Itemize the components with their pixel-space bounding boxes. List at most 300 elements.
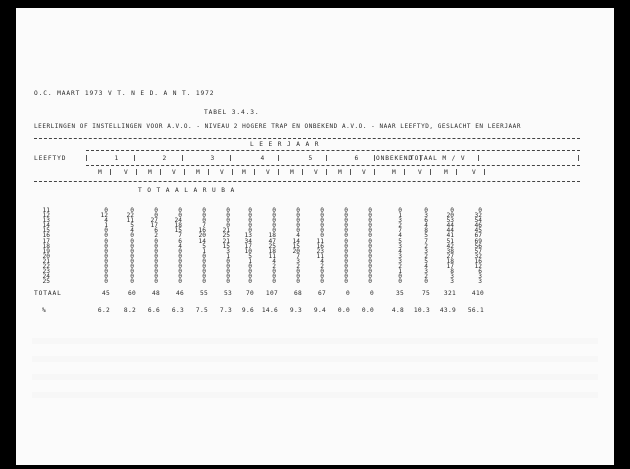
sex-header: M	[196, 169, 201, 176]
data-cell: 2	[154, 232, 158, 240]
percent-cell: 14.6	[261, 307, 278, 314]
data-cell: 0	[202, 257, 206, 265]
data-cell: 6	[478, 268, 482, 276]
data-cell: 0	[344, 212, 348, 220]
total-cell: 35	[395, 290, 404, 297]
data-column	[168, 208, 182, 284]
data-cell: 0	[154, 273, 158, 281]
year-header-6: 6	[354, 155, 360, 162]
data-cell: 44	[446, 222, 454, 230]
data-cell: 0	[130, 247, 134, 255]
data-cell: 0	[130, 263, 134, 271]
data-cell: 8	[450, 268, 454, 276]
data-cell: 0	[104, 268, 108, 276]
data-cell: 18	[268, 232, 276, 240]
data-cell: 21	[222, 227, 230, 235]
data-cell: 0	[154, 212, 158, 220]
total-cell: 70	[245, 290, 254, 297]
year-header-3: 3	[210, 155, 216, 162]
data-cell: 4	[424, 263, 428, 271]
data-cell: 0	[154, 257, 158, 265]
data-column	[414, 208, 428, 284]
sex-header: V	[314, 169, 319, 176]
percent-cell: 9.3	[289, 307, 302, 314]
data-cell: 17	[244, 242, 252, 250]
sex-separator	[404, 169, 405, 175]
percent-cell: 9.4	[313, 307, 326, 314]
sex-separator	[326, 169, 327, 175]
data-cell: 11	[268, 252, 276, 260]
total-cell: 46	[175, 290, 184, 297]
data-cell: 4	[130, 227, 134, 235]
data-cell: 0	[248, 278, 252, 286]
age-cell: 24	[42, 273, 50, 281]
data-cell: 44	[446, 227, 454, 235]
data-cell: 54	[474, 217, 482, 225]
data-cell: 3	[226, 247, 230, 255]
data-cell: 0	[154, 268, 158, 276]
year-header-7: ONBEKEND	[376, 155, 414, 162]
data-cell: 18	[446, 257, 454, 265]
data-cell: 0	[104, 257, 108, 265]
data-cell: 0	[130, 242, 134, 250]
data-cell: 0	[226, 222, 230, 230]
total-cell: 48	[151, 290, 160, 297]
data-cell: 0	[226, 217, 230, 225]
data-cell: 0	[130, 232, 134, 240]
total-cell: 0	[369, 290, 374, 297]
data-cell: 0	[226, 207, 230, 214]
sex-separator	[232, 169, 233, 175]
percent-cell: 7.3	[219, 307, 232, 314]
data-cell: 0	[130, 257, 134, 265]
data-cell: 0	[344, 232, 348, 240]
percent-cell: 6.2	[97, 307, 110, 314]
age-cell: 13	[42, 217, 50, 225]
data-cell: 20	[446, 212, 454, 220]
data-cell: 0	[248, 207, 252, 214]
data-cell: 3	[398, 242, 402, 250]
data-cell: 0	[202, 278, 206, 286]
year-separator	[420, 155, 421, 161]
data-cell: 0	[248, 212, 252, 220]
data-cell: 3	[398, 217, 402, 225]
data-cell: 0	[178, 263, 182, 271]
data-column	[192, 208, 206, 284]
year-separator	[230, 155, 231, 161]
data-cell: 4	[398, 232, 402, 240]
data-cell: 1	[202, 247, 206, 255]
data-cell: 12	[100, 212, 108, 220]
data-cell: 0	[178, 247, 182, 255]
data-cell: 0	[320, 217, 324, 225]
data-cell: 38	[446, 247, 454, 255]
data-cell: 0	[202, 212, 206, 220]
age-cell: 22	[42, 263, 50, 271]
rule-top	[34, 138, 580, 139]
data-cell: 0	[178, 268, 182, 276]
data-cell: 32	[474, 252, 482, 260]
data-cell: 0	[202, 217, 206, 225]
data-cell: 0	[104, 232, 108, 240]
data-cell: 41	[446, 232, 454, 240]
data-cell: 0	[154, 252, 158, 260]
data-cell: 13	[244, 232, 252, 240]
age-cell: 12	[42, 212, 50, 220]
age-cell: 17	[42, 237, 50, 245]
age-cell: 21	[42, 257, 50, 265]
data-cell: 4	[296, 232, 300, 240]
total-cell: 410	[471, 290, 484, 297]
data-cell: 3	[424, 212, 428, 220]
data-cell: 20	[292, 247, 300, 255]
data-cell: 5	[424, 257, 428, 265]
data-cell: 0	[154, 242, 158, 250]
percent-cell: 0.0	[361, 307, 374, 314]
data-cell: 1	[248, 257, 252, 265]
sex-separator	[456, 169, 457, 175]
data-cell: 0	[154, 247, 158, 255]
data-cell: 2	[424, 242, 428, 250]
total-cell: 55	[199, 290, 208, 297]
sex-separator	[430, 169, 431, 175]
data-cell: 27	[446, 252, 454, 260]
sex-separator	[208, 169, 209, 175]
scan-border-right	[614, 0, 630, 469]
data-cell: 0	[344, 217, 348, 225]
data-cell: 0	[344, 247, 348, 255]
data-cell: 0	[320, 227, 324, 235]
age-cell: 20	[42, 252, 50, 260]
data-cell: 0	[178, 273, 182, 281]
data-cell: 0	[368, 217, 372, 225]
percent-cell: 10.3	[413, 307, 430, 314]
data-cell: 18	[268, 247, 276, 255]
percent-cell: 43.9	[439, 307, 456, 314]
data-cell: 7	[178, 232, 182, 240]
data-cell: 0	[296, 227, 300, 235]
sex-header: V	[124, 169, 129, 176]
age-cell: 14	[42, 222, 50, 230]
data-cell: 0	[154, 263, 158, 271]
data-cell: 18	[174, 222, 182, 230]
data-cell: 0	[248, 217, 252, 225]
data-cell: 0	[478, 207, 482, 214]
data-cell: 2	[398, 222, 402, 230]
leeftyd-label: LEEFTYD	[34, 155, 67, 162]
data-cell: 7	[398, 227, 402, 235]
sex-separator	[254, 169, 255, 175]
data-cell: 0	[368, 212, 372, 220]
rule-header-bottom	[34, 181, 580, 182]
sex-separator	[136, 169, 137, 175]
percent-cell: 6.3	[171, 307, 184, 314]
data-cell: 6	[178, 237, 182, 245]
data-cell: 0	[130, 207, 134, 214]
sex-header: M	[148, 169, 153, 176]
data-cell: 3	[424, 268, 428, 276]
percent-cell: 56.1	[467, 307, 484, 314]
data-cell: 0	[248, 273, 252, 281]
data-cell: 0	[450, 207, 454, 214]
data-cell: 23	[316, 247, 324, 255]
data-cell: 0	[104, 207, 108, 214]
data-cell: 67	[474, 232, 482, 240]
data-cell: 0	[202, 268, 206, 276]
year-header-8: TOTAAL M / V	[410, 155, 466, 162]
data-cell: 0	[154, 237, 158, 245]
total-cell: 45	[101, 290, 110, 297]
data-cell: 25	[268, 242, 276, 250]
data-column	[238, 208, 252, 284]
data-cell: 0	[226, 263, 230, 271]
data-cell: 8	[424, 227, 428, 235]
age-cell: 16	[42, 232, 50, 240]
data-cell: 2	[424, 252, 428, 260]
sex-header: V	[266, 169, 271, 176]
data-cell: 0	[226, 257, 230, 265]
data-cell: 57	[474, 247, 482, 255]
data-cell: 2	[320, 263, 324, 271]
data-cell: 0	[368, 232, 372, 240]
data-cell: 0	[296, 207, 300, 214]
data-cell: 0	[178, 207, 182, 214]
data-cell: 4	[272, 257, 276, 265]
data-cell: 0	[154, 207, 158, 214]
data-cell: 1	[398, 268, 402, 276]
total-cell: 53	[223, 290, 232, 297]
data-cell: 0	[248, 268, 252, 276]
total-label: TOTAAL	[34, 290, 62, 297]
data-cell: 3	[478, 273, 482, 281]
data-cell: 5	[130, 222, 134, 230]
data-column	[286, 208, 300, 284]
year-header-1: 1	[114, 155, 120, 162]
data-cell: 14	[198, 237, 206, 245]
scan-border-top	[0, 0, 630, 8]
year-separator	[278, 155, 279, 161]
data-cell: 16	[316, 242, 324, 250]
year-separator	[134, 155, 135, 161]
data-cell: 0	[344, 242, 348, 250]
data-column	[440, 208, 454, 284]
year-header-4: 4	[260, 155, 266, 162]
age-column	[36, 208, 50, 284]
data-cell: 0	[398, 207, 402, 214]
data-cell: 3	[450, 278, 454, 286]
total-cell: 321	[443, 290, 456, 297]
data-cell: 0	[344, 257, 348, 265]
data-cell: 11	[316, 252, 324, 260]
data-column	[334, 208, 348, 284]
data-cell: 11	[316, 237, 324, 245]
data-cell: 0	[104, 252, 108, 260]
data-column	[468, 208, 482, 284]
data-cell: 4	[104, 217, 108, 225]
data-cell: 0	[368, 268, 372, 276]
year-header-5: 5	[308, 155, 314, 162]
data-cell: 4	[178, 242, 182, 250]
data-cell: 42	[446, 242, 454, 250]
data-cell: 0	[130, 252, 134, 260]
data-cell: 0	[202, 273, 206, 281]
percent-cell: 6.6	[147, 307, 160, 314]
data-column	[94, 208, 108, 284]
data-cell: 27	[150, 217, 158, 225]
sex-header: M	[98, 169, 103, 176]
data-cell: 0	[320, 232, 324, 240]
year-separator	[326, 155, 327, 161]
sex-header: M	[338, 169, 343, 176]
data-cell: 0	[130, 273, 134, 281]
data-cell: 0	[344, 227, 348, 235]
data-cell: 0	[104, 242, 108, 250]
data-cell: 1	[226, 252, 230, 260]
data-cell: 15	[292, 242, 300, 250]
percent-cell: 7.5	[195, 307, 208, 314]
data-cell: 0	[320, 222, 324, 230]
data-cell: 0	[272, 278, 276, 286]
data-cell: 14	[292, 237, 300, 245]
data-cell: 7	[424, 237, 428, 245]
data-cell: 0	[248, 263, 252, 271]
data-cell: 3	[478, 278, 482, 286]
percent-cell: 0.0	[337, 307, 350, 314]
age-cell: 15	[42, 227, 50, 235]
data-cell: 0	[296, 268, 300, 276]
data-cell: 0	[272, 222, 276, 230]
data-cell: 0	[178, 278, 182, 286]
data-cell: 0	[272, 217, 276, 225]
age-cell: 11	[42, 207, 50, 214]
data-cell: 0	[368, 273, 372, 281]
data-cell: 0	[368, 222, 372, 230]
total-cell: 107	[265, 290, 278, 297]
data-cell: 0	[130, 278, 134, 286]
data-cell: 56	[474, 242, 482, 250]
rule-years	[86, 165, 580, 166]
data-cell: 53	[446, 217, 454, 225]
data-cell: 0	[104, 247, 108, 255]
data-cell: 2	[296, 263, 300, 271]
data-cell: 0	[368, 278, 372, 286]
data-cell: 3	[296, 257, 300, 265]
data-cell: 7	[202, 222, 206, 230]
data-cell: 0	[320, 278, 324, 286]
data-cell: 0	[154, 278, 158, 286]
total-cell: 67	[317, 290, 326, 297]
data-cell: 2	[272, 263, 276, 271]
sex-header: V	[172, 169, 177, 176]
data-cell: 46	[474, 222, 482, 230]
data-cell: 0	[424, 278, 428, 286]
total-cell: 60	[127, 290, 136, 297]
data-cell: 24	[174, 217, 182, 225]
data-cell: 0	[178, 257, 182, 265]
data-cell: 0	[104, 278, 108, 286]
sex-header: M	[392, 169, 397, 176]
data-cell: 0	[368, 252, 372, 260]
sex-separator	[110, 169, 111, 175]
data-cell: 5	[202, 242, 206, 250]
rule-leerjaar	[86, 150, 580, 151]
data-cell: 0	[202, 263, 206, 271]
data-cell: 2	[424, 273, 428, 281]
leerjaar-label: L E E R J A A R	[250, 141, 320, 148]
percent-cell: 8.2	[123, 307, 136, 314]
sex-separator	[160, 169, 161, 175]
data-cell: 17	[446, 263, 454, 271]
data-column	[120, 208, 134, 284]
year-separator	[182, 155, 183, 161]
data-cell: 3	[398, 252, 402, 260]
data-cell: 25	[222, 232, 230, 240]
data-cell: 0	[368, 207, 372, 214]
data-cell: 0	[424, 207, 428, 214]
data-cell: 0	[272, 207, 276, 214]
data-column	[144, 208, 158, 284]
data-cell: 0	[344, 237, 348, 245]
percent-cell: 9.6	[241, 307, 254, 314]
data-cell: 0	[296, 222, 300, 230]
sex-header: V	[472, 169, 477, 176]
sex-separator	[278, 169, 279, 175]
total-cell: 68	[293, 290, 302, 297]
data-cell: 0	[344, 263, 348, 271]
data-cell: 4	[398, 247, 402, 255]
data-cell: 15	[174, 227, 182, 235]
data-cell: 45	[474, 227, 482, 235]
sex-header: V	[362, 169, 367, 176]
data-cell: 0	[272, 212, 276, 220]
data-cell: 0	[202, 252, 206, 260]
data-column	[310, 208, 324, 284]
total-cell: 75	[421, 290, 430, 297]
sex-header: M	[290, 169, 295, 176]
data-column	[358, 208, 372, 284]
data-cell: 21	[222, 237, 230, 245]
data-cell: 47	[268, 237, 276, 245]
table-title: TABEL 3.4.3.	[204, 109, 260, 116]
data-cell: 4	[424, 222, 428, 230]
data-cell: 0	[272, 227, 276, 235]
sex-separator	[302, 169, 303, 175]
table-subtitle: LEERLINGEN OF INSTELLINGEN VOOR A.V.O. - NIVEAU 2 HOGERE TRAP EN ONBEKEND A.V.O. - NAAR LEEFTYD, GESLACHT EN LEERJAAR	[34, 123, 521, 130]
data-cell: 0	[368, 237, 372, 245]
data-cell: 0	[344, 222, 348, 230]
data-cell: 0	[296, 278, 300, 286]
data-column	[388, 208, 402, 284]
data-cell: 5	[398, 237, 402, 245]
data-cell: 0	[368, 257, 372, 265]
data-cell: 0	[272, 268, 276, 276]
data-cell: 0	[296, 273, 300, 281]
data-cell: 0	[178, 212, 182, 220]
percent-cell: 4.8	[391, 307, 404, 314]
data-cell: 32	[474, 212, 482, 220]
data-cell: 0	[226, 273, 230, 281]
data-column	[216, 208, 230, 284]
data-cell: 22	[126, 212, 134, 220]
sex-header: V	[418, 169, 423, 176]
data-cell: 69	[474, 237, 482, 245]
data-cell: 0	[130, 237, 134, 245]
data-cell: 0	[398, 273, 402, 281]
data-cell: 20	[198, 232, 206, 240]
data-cell: 17	[150, 222, 158, 230]
data-cell: 0	[320, 268, 324, 276]
sex-separator	[374, 169, 375, 175]
